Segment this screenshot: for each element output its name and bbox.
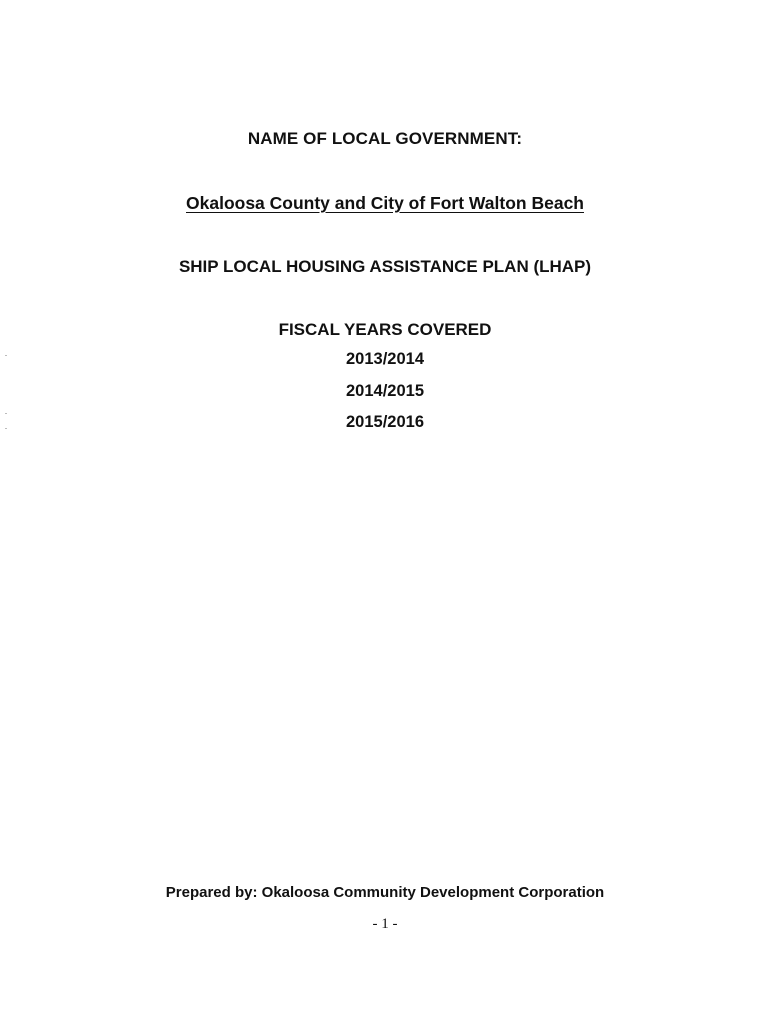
fiscal-year-item: 2015/2016	[346, 413, 424, 431]
fiscal-year-item: 2013/2014	[346, 350, 424, 368]
prepared-by-line: Prepared by: Okaloosa Community Development Corporation	[165, 884, 605, 901]
fiscal-year-item: 2014/2015	[346, 382, 424, 400]
page-number: - 1 -	[372, 916, 398, 932]
fiscal-years-label: FISCAL YEARS COVERED	[278, 320, 492, 339]
local-government-name: Okaloosa County and City of Fort Walton Beach	[186, 193, 584, 213]
scan-speck	[5, 428, 7, 429]
plan-title: SHIP LOCAL HOUSING ASSISTANCE PLAN (LHAP)	[178, 257, 592, 276]
scan-speck	[5, 355, 7, 356]
heading-name-of-local-government: NAME OF LOCAL GOVERNMENT:	[247, 129, 523, 148]
scan-speck	[5, 413, 7, 414]
